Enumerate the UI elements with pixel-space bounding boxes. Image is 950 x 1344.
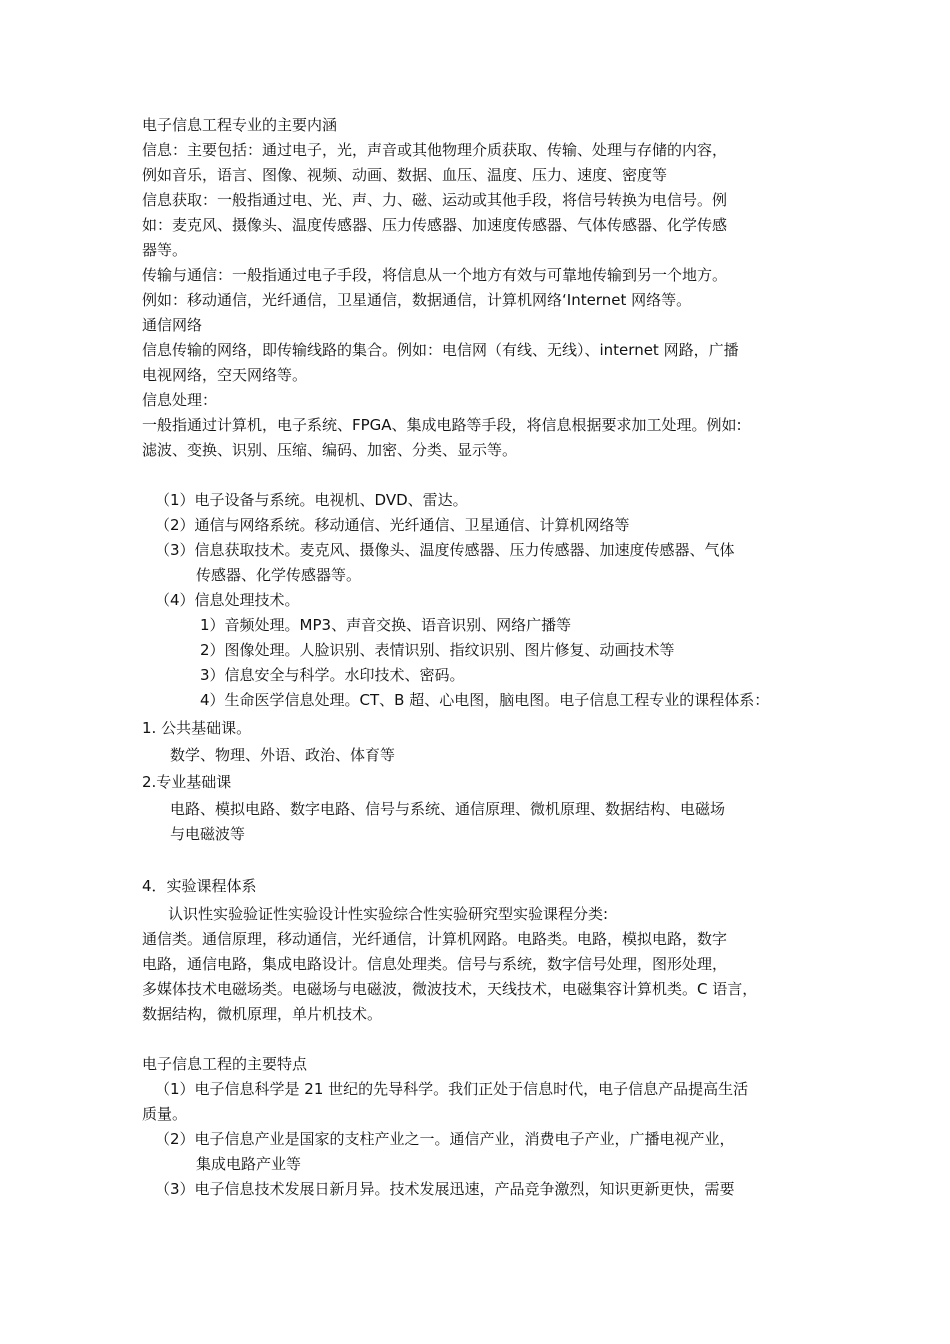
list-item: （3）电子信息技术发展日新月异。技术发展迅速，产品竞争激烈，知识更新更快，需要 <box>155 1180 735 1198</box>
paragraph-line: 信息获取：一般指通过电、光、声、力、磁、运动或其他手段，将信号转换为电信号。例 <box>142 191 728 209</box>
paragraph-line: 例如音乐，语言、图像、视频、动画、数据、血压、温度、压力、速度、密度等 <box>142 166 668 184</box>
paragraph-line: 与电磁波等 <box>170 825 246 843</box>
section-heading-network: 通信网络 <box>142 316 203 334</box>
section-title-features: 电子信息工程的主要特点 <box>142 1055 308 1073</box>
paragraph-line: 如：麦克风、摄像头、温度传感器、压力传感器、加速度传感器、气体传感器、化学传感 <box>142 216 728 234</box>
list-item-continuation: 传感器、化学传感器等。 <box>196 566 362 584</box>
list-item: （3）信息获取技术。麦克风、摄像头、温度传感器、压力传感器、加速度传感器、气体 <box>155 541 735 559</box>
list-item: （4）信息处理技术。 <box>155 591 300 609</box>
paragraph-line: 电视网络，空天网络等。 <box>142 366 308 384</box>
paragraph-line: 认识性实验验证性实验设计性实验综合性实验研究型实验课程分类: <box>168 905 609 923</box>
paragraph-line: 信息：主要包括：通过电子，光，声音或其他物理介质获取、传输、处理与存储的内容， <box>142 141 728 159</box>
numbered-heading: 4．实验课程体系 <box>142 877 257 895</box>
paragraph-line: 滤波、变换、识别、压缩、编码、加密、分类、显示等。 <box>142 441 518 459</box>
sub-list-item: 2）图像处理。人脸识别、表情识别、指纹识别、图片修复、动画技术等 <box>200 641 675 659</box>
paragraph-line: 一般指通过计算机，电子系统、FPGA、集成电路等手段，将信息根据要求加工处理。例如: <box>142 416 742 434</box>
numbered-heading: 1. 公共基础课。 <box>142 719 252 737</box>
list-item: （1）电子设备与系统。电视机、DVD、雷达。 <box>155 491 468 509</box>
list-item-continuation: 质量。 <box>142 1105 188 1123</box>
sub-list-item: 1）音频处理。MP3、声音交换、语音识别、网络广播等 <box>200 616 572 634</box>
numbered-heading: 2.专业基础课 <box>142 773 232 791</box>
paragraph-line: 信息传输的网络，即传输线路的集合。例如：电信网（有线、无线）、internet 网路，广播 <box>142 341 739 359</box>
paragraph-line: 例如：移动通信，光纤通信，卫星通信，数据通信，计算机网络‘Internet 网络等。 <box>142 291 692 309</box>
paragraph-line: 多媒体技术电磁场类。电磁场与电磁波，微波技术，天线技术，电磁集容计算机类。C 语言， <box>142 980 758 998</box>
paragraph-line: 数据结构，微机原理，单片机技术。 <box>142 1005 383 1023</box>
paragraph-line: 通信类。通信原理，移动通信，光纤通信，计算机网路。电路类。电路，模拟电路，数字 <box>142 930 728 948</box>
paragraph-line: 数学、物理、外语、政治、体育等 <box>170 746 396 764</box>
section-heading-processing: 信息处理： <box>142 391 218 409</box>
list-item: （2）电子信息产业是国家的支柱产业之一。通信产业，消费电子产业，广播电视产业， <box>155 1130 735 1148</box>
section-title-main-content: 电子信息工程专业的主要内涵 <box>142 116 338 134</box>
paragraph-line: 电路，通信电路，集成电路设计。信息处理类。信号与系统，数字信号处理，图形处理， <box>142 955 728 973</box>
list-item: （2）通信与网络系统。移动通信、光纤通信、卫星通信、计算机网络等 <box>155 516 630 534</box>
paragraph-line: 电路、模拟电路、数字电路、信号与系统、通信原理、微机原理、数据结构、电磁场 <box>170 800 726 818</box>
sub-list-item: 4）生命医学信息处理。CT、B 超、心电图，脑电图。电子信息工程专业的课程体系： <box>200 691 770 709</box>
list-item: （1）电子信息科学是 21 世纪的先导科学。我们正处于信息时代，电子信息产品提高生活 <box>155 1080 749 1098</box>
paragraph-line: 器等。 <box>142 241 188 259</box>
paragraph-line: 传输与通信：一般指通过电子手段，将信息从一个地方有效与可靠地传输到另一个地方。 <box>142 266 728 284</box>
list-item-continuation: 集成电路产业等 <box>196 1155 302 1173</box>
sub-list-item: 3）信息安全与科学。水印技术、密码。 <box>200 666 465 684</box>
